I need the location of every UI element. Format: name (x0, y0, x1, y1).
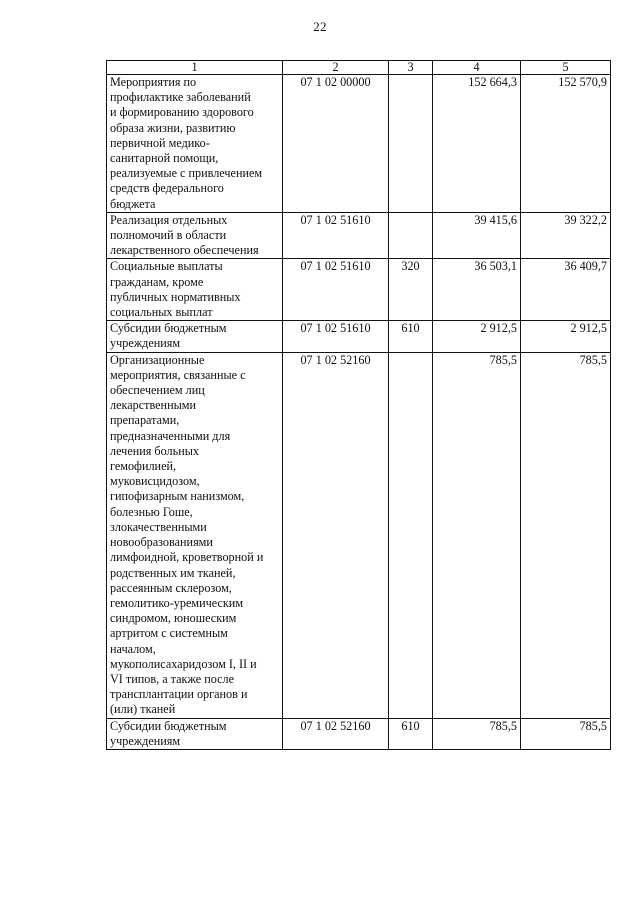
cell-name-line: злокачественными (110, 519, 207, 534)
cell-name-line: образа жизни, развитию (110, 120, 236, 135)
cell-value-5: 785,5 (521, 718, 611, 749)
cell-name (107, 352, 283, 718)
cell-name-line: гемофилией, (110, 459, 177, 474)
cell-name-line: мукополисахаридозом I, II и (110, 656, 257, 671)
cell-type (389, 352, 433, 718)
cell-name-line: Социальные выплаты (110, 259, 223, 274)
cell-value-5: 785,5 (521, 352, 611, 718)
cell-name-line: реализуемые с привлечением (110, 166, 263, 181)
page-number: 22 (313, 19, 327, 34)
cell-name-line: болезнью Гоше, (110, 504, 193, 519)
cell-value-5: 152 570,9 (521, 75, 611, 213)
cell-name-line: первичной медико- (110, 135, 210, 150)
cell-name-line: Субсидии бюджетным (110, 718, 227, 733)
cell-name-line: профилактике заболеваний (110, 90, 251, 105)
cell-name-line: предназначенными для (110, 428, 231, 443)
cell-name-line: родственных им тканей, (110, 565, 236, 580)
column-header-1: 1 (107, 61, 283, 75)
cell-name-line: учреждениям (110, 336, 181, 351)
table-row (107, 212, 611, 259)
column-header-5: 5 (521, 61, 611, 75)
table-row (107, 321, 611, 352)
cell-name-line: лекарственного обеспечения (110, 243, 259, 258)
cell-name-line: бюджета (110, 196, 156, 211)
cell-name (107, 212, 283, 259)
budget-table (106, 60, 611, 750)
cell-name-line: средств федерального (110, 181, 224, 196)
cell-value-4: 36 503,1 (433, 259, 521, 321)
cell-name-line: полномочий в области (110, 228, 227, 243)
table-row (107, 259, 611, 321)
cell-code: 07 1 02 52160 (283, 352, 389, 718)
cell-name-line: гражданам, кроме (110, 274, 204, 289)
cell-value-4: 785,5 (433, 718, 521, 749)
cell-name-line: мероприятия, связанные с (110, 367, 246, 382)
cell-name-line: рассеянным склерозом, (110, 580, 232, 595)
cell-name-line: социальных выплат (110, 305, 213, 320)
cell-name-line: лимфоидной, кроветворной и (110, 550, 264, 565)
header-row (107, 61, 611, 75)
column-header-3: 3 (389, 61, 433, 75)
cell-name-line: Мероприятия по (110, 75, 197, 89)
cell-name (107, 259, 283, 321)
cell-value-4: 39 415,6 (433, 212, 521, 259)
cell-name-line: Реализация отдельных (110, 212, 228, 227)
cell-value-4: 152 664,3 (433, 75, 521, 213)
cell-name-line: началом, (110, 641, 156, 656)
cell-code: 07 1 02 52160 (283, 718, 389, 749)
cell-type: 610 (389, 321, 433, 352)
cell-name (107, 75, 283, 213)
cell-value-5: 36 409,7 (521, 259, 611, 321)
cell-type: 320 (389, 259, 433, 321)
cell-name-line: обеспечением лиц (110, 383, 205, 398)
cell-value-4: 785,5 (433, 352, 521, 718)
cell-name-line: лечения больных (110, 443, 200, 458)
table-row (107, 352, 611, 718)
column-header-2: 2 (283, 61, 389, 75)
table-body (107, 61, 611, 750)
cell-name-line: и формированию здорового (110, 105, 254, 120)
cell-name-line: Субсидии бюджетным (110, 321, 227, 336)
column-header-4: 4 (433, 61, 521, 75)
cell-name-line: учреждениям (110, 733, 181, 748)
cell-type (389, 212, 433, 259)
table-row (107, 75, 611, 213)
cell-code: 07 1 02 00000 (283, 75, 389, 213)
cell-name-line: препаратами, (110, 413, 180, 428)
cell-name-line: Организационные (110, 352, 205, 367)
cell-value-5: 39 322,2 (521, 212, 611, 259)
cell-value-5: 2 912,5 (521, 321, 611, 352)
cell-name-line: лекарственными (110, 398, 197, 413)
cell-name (107, 718, 283, 749)
cell-type (389, 75, 433, 213)
cell-name-line: публичных нормативных (110, 289, 241, 304)
cell-name-line: трансплантации органов и (110, 687, 248, 702)
cell-type: 610 (389, 718, 433, 749)
cell-name-line: санитарной помощи, (110, 151, 219, 166)
cell-code: 07 1 02 51610 (283, 259, 389, 321)
cell-name-line: (или) тканей (110, 702, 176, 717)
cell-value-4: 2 912,5 (433, 321, 521, 352)
cell-name-line: гипофизарным нанизмом, (110, 489, 245, 504)
cell-name-line: новообразованиями (110, 535, 213, 550)
table-row (107, 718, 611, 749)
cell-name-line: артритом с системным (110, 626, 228, 641)
cell-name-line: муковисцидозом, (110, 474, 200, 489)
cell-name-line: гемолитико-уремическим (110, 595, 244, 610)
cell-name-line: синдромом, юношеским (110, 611, 237, 626)
cell-name (107, 321, 283, 352)
cell-code: 07 1 02 51610 (283, 212, 389, 259)
cell-name-line: VI типов, а также после (110, 671, 235, 686)
cell-code: 07 1 02 51610 (283, 321, 389, 352)
